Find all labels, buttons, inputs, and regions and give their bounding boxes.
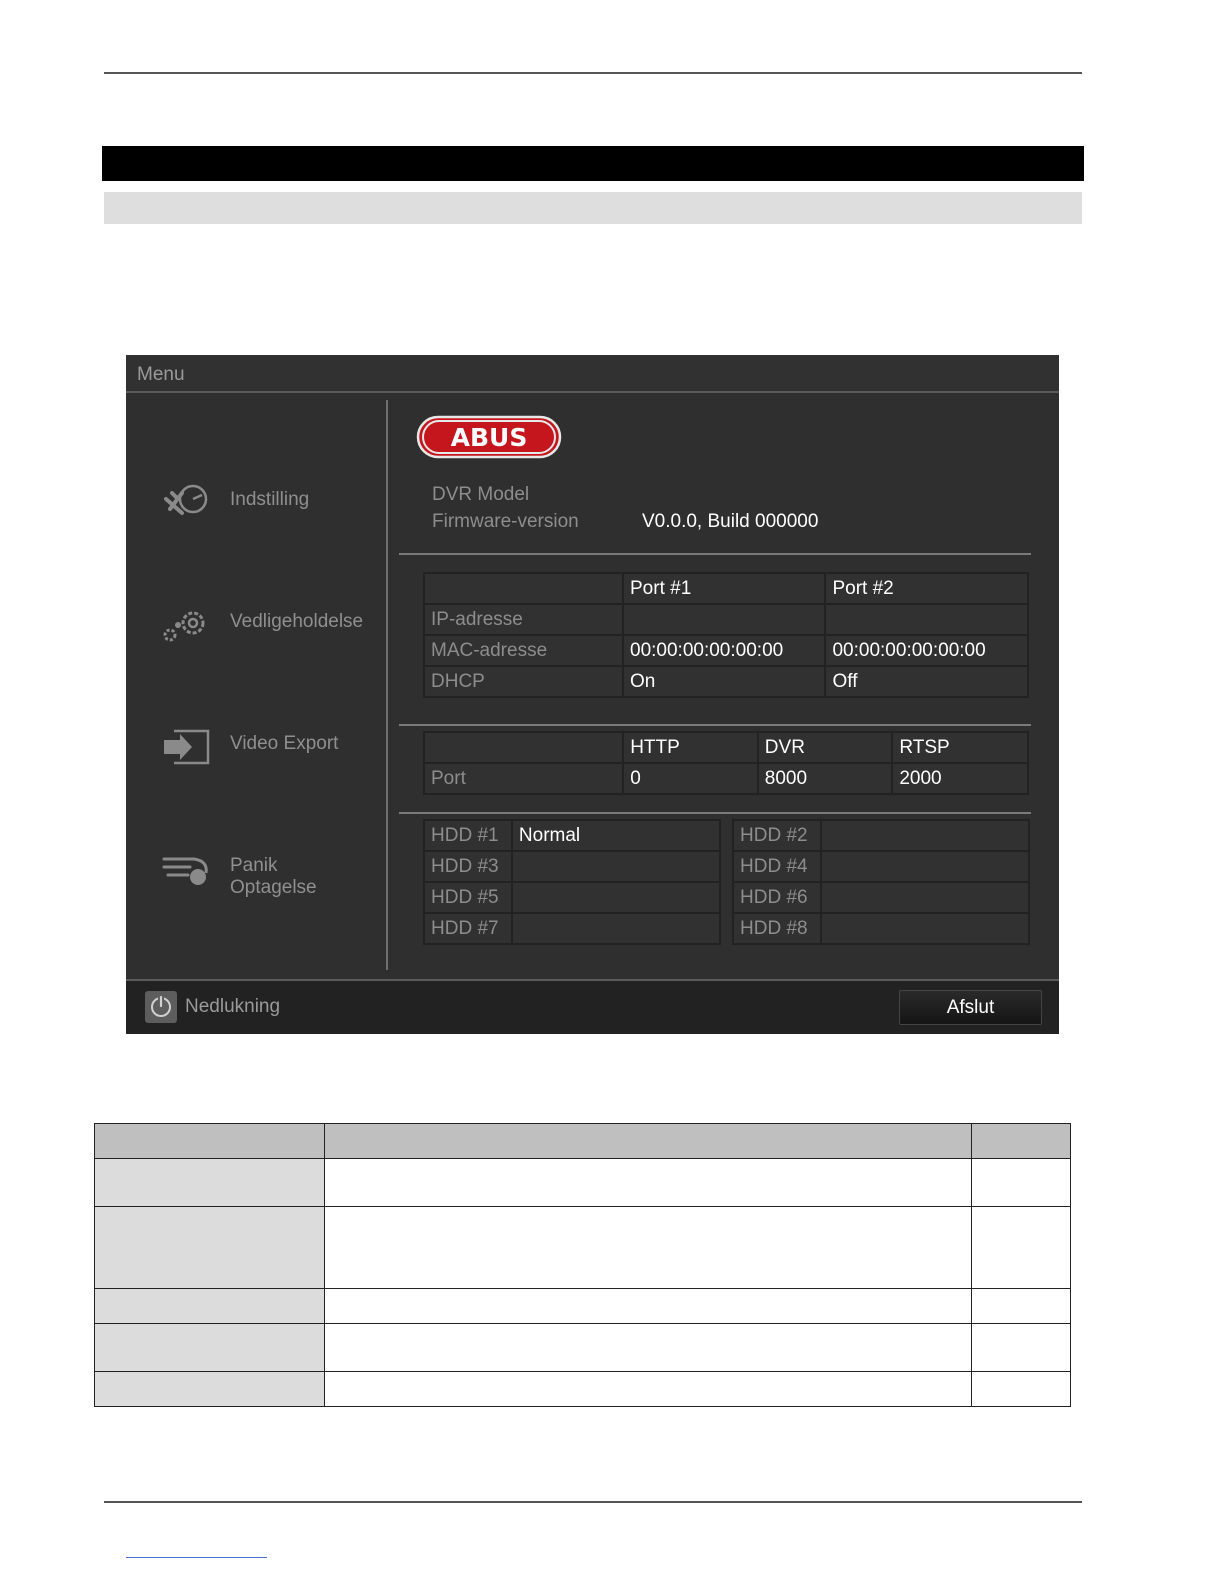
table-cell: 0 (623, 763, 758, 794)
table-row (733, 882, 1029, 913)
row-label: HDD #3 (424, 851, 512, 882)
table-cell (512, 851, 720, 882)
firmware-label: Firmware-version (432, 511, 579, 532)
row-label: MAC-adresse (424, 635, 623, 666)
dvr-model-row (432, 484, 529, 506)
row-label: HDD #8 (733, 913, 821, 944)
footer-rule (104, 1501, 1082, 1503)
table-row (424, 763, 1028, 794)
sidebar-divider (386, 400, 388, 970)
column-header: Port #1 (623, 573, 825, 604)
table-row (424, 913, 720, 944)
table-row (95, 1372, 1071, 1407)
table-cell (95, 1324, 325, 1372)
separator (399, 724, 1031, 726)
menu-title: Menu (137, 364, 185, 385)
panic-record-icon (160, 847, 212, 891)
table-cell: On (623, 666, 825, 697)
row-label: Port (424, 763, 623, 794)
video-export-icon (160, 725, 212, 769)
hdd-table-right (732, 819, 1030, 945)
table-cell (95, 1289, 325, 1324)
table-row (424, 666, 1028, 697)
header-cell (972, 1124, 1071, 1159)
hdd-table-left (423, 819, 721, 945)
logo-text: ABUS (450, 423, 528, 452)
sidebar-item-vedligeholdelse[interactable] (160, 603, 385, 663)
table-cell (95, 1207, 325, 1289)
dvr-model-label: DVR Model (432, 484, 530, 505)
exit-button[interactable]: Afslut (899, 990, 1042, 1025)
sidebar-item-panik-optagelse[interactable] (160, 847, 385, 907)
table-cell: Normal (512, 820, 720, 851)
row-label: DHCP (424, 666, 623, 697)
table-header-row (95, 1124, 1071, 1159)
footer-link-underline[interactable] (126, 1557, 267, 1558)
dvr-menu-screenshot (126, 355, 1059, 1032)
shutdown-label[interactable]: Nedlukning (185, 996, 281, 1017)
row-label: HDD #1 (424, 820, 512, 851)
row-label: IP-adresse (424, 604, 623, 635)
sidebar-item-label: Video Export (230, 733, 339, 754)
table-row (424, 882, 720, 913)
table-cell (825, 604, 1028, 635)
table-row (95, 1159, 1071, 1207)
row-label: HDD #2 (733, 820, 821, 851)
table-row (424, 573, 1028, 604)
row-label: HDD #4 (733, 851, 821, 882)
table-cell (325, 1324, 972, 1372)
power-icon (145, 991, 177, 1023)
table-row (424, 851, 720, 882)
table-cell: Off (825, 666, 1028, 697)
sidebar-item-label: Vedligeholdelse (230, 611, 364, 632)
table-cell (95, 1159, 325, 1207)
shutdown-button[interactable] (145, 991, 177, 1023)
header-cell (95, 1124, 325, 1159)
table-cell (325, 1289, 972, 1324)
table-cell (821, 820, 1029, 851)
column-header: DVR (758, 732, 893, 763)
table-cell: 8000 (758, 763, 893, 794)
table-cell (512, 913, 720, 944)
settings-tools-icon (160, 479, 212, 523)
table-row (95, 1289, 1071, 1324)
table-cell (972, 1207, 1071, 1289)
row-label: HDD #6 (733, 882, 821, 913)
table-cell (972, 1289, 1071, 1324)
header-rule (104, 72, 1082, 74)
table-cell (821, 882, 1029, 913)
sidebar-item-label: Indstilling (230, 489, 310, 510)
firmware-value: V0.0.0, Build 000000 (642, 511, 819, 532)
chapter-heading-bar (102, 146, 1084, 181)
table-cell (325, 1207, 972, 1289)
table-cell (424, 573, 623, 604)
table-row (424, 604, 1028, 635)
sidebar-item-video-export[interactable] (160, 725, 385, 785)
table-cell (972, 1159, 1071, 1207)
separator (399, 553, 1031, 555)
section-heading-bar (104, 192, 1082, 224)
table-cell (325, 1372, 972, 1407)
table-row (733, 851, 1029, 882)
network-table (423, 572, 1029, 698)
maintenance-gears-icon (160, 603, 212, 647)
ports-table (423, 731, 1029, 795)
table-row (424, 635, 1028, 666)
abus-logo (416, 415, 562, 459)
table-cell (512, 882, 720, 913)
sidebar-item-indstilling[interactable] (160, 479, 385, 539)
column-header: RTSP (892, 732, 1028, 763)
table-row (95, 1324, 1071, 1372)
table-row (733, 820, 1029, 851)
table-cell (821, 913, 1029, 944)
table-row (424, 732, 1028, 763)
table-row (733, 913, 1029, 944)
separator (399, 812, 1031, 814)
table-cell: 2000 (892, 763, 1028, 794)
table-cell (623, 604, 825, 635)
header-cell (325, 1124, 972, 1159)
table-cell (972, 1324, 1071, 1372)
row-label: HDD #5 (424, 882, 512, 913)
table-cell (821, 851, 1029, 882)
row-label: HDD #7 (424, 913, 512, 944)
column-header: Port #2 (825, 573, 1028, 604)
sidebar-item-label: Panik Optagelse (230, 855, 317, 898)
table-row (424, 820, 720, 851)
firmware-row (432, 511, 819, 533)
table-row (95, 1207, 1071, 1289)
column-header: HTTP (623, 732, 758, 763)
table-cell: 00:00:00:00:00:00 (623, 635, 825, 666)
menu-footer (126, 979, 1059, 1034)
table-cell (95, 1372, 325, 1407)
table-cell: 00:00:00:00:00:00 (825, 635, 1028, 666)
description-table (94, 1123, 1071, 1407)
table-cell (424, 732, 623, 763)
table-cell (325, 1159, 972, 1207)
table-cell (972, 1372, 1071, 1407)
menu-titlebar (126, 355, 1059, 393)
